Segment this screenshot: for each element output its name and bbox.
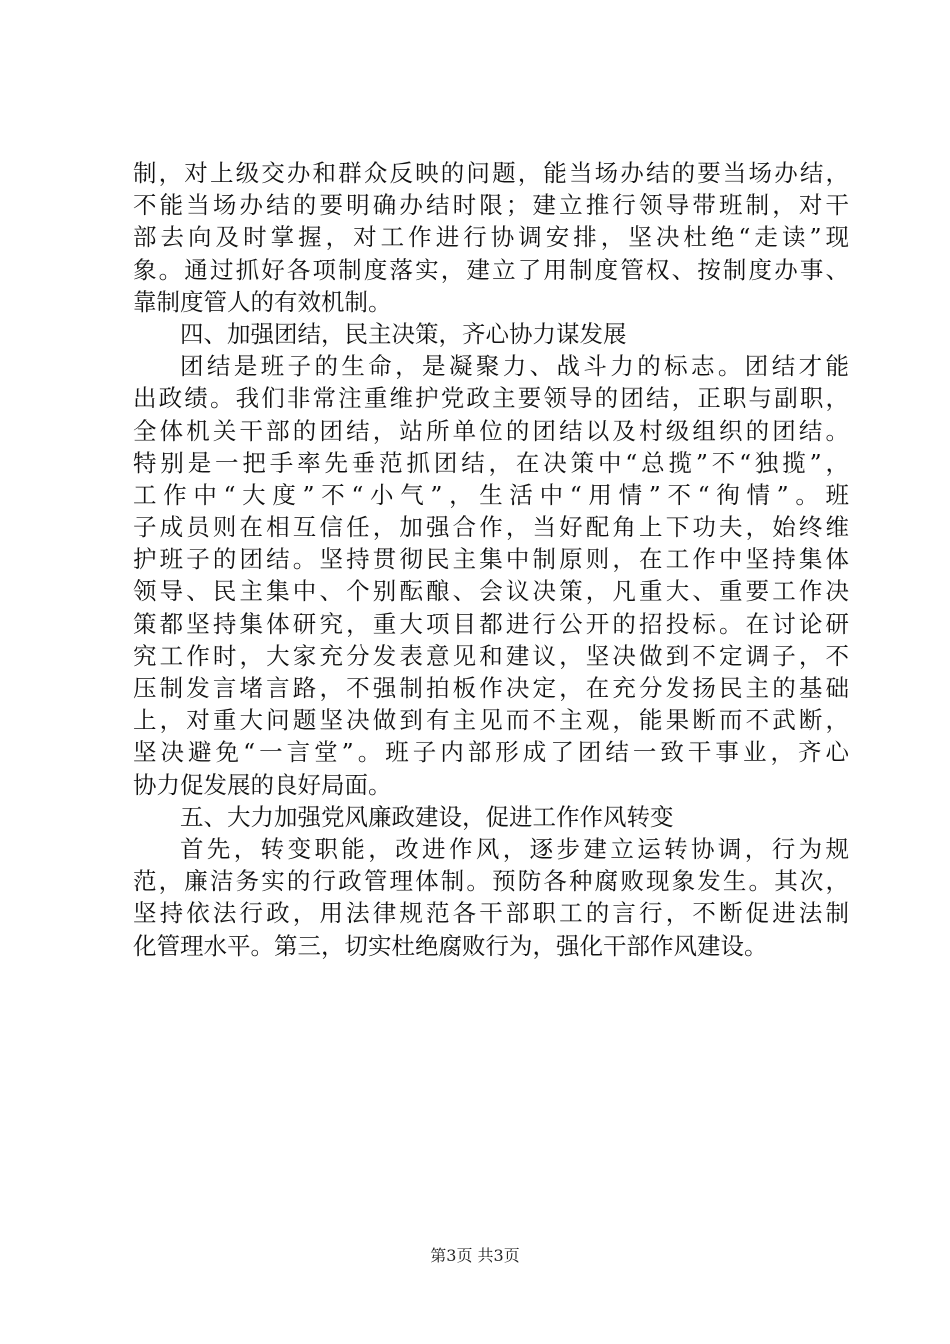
text-line: 压制发言堵言路，不强制拍板作决定，在充分发扬民主的基础 xyxy=(133,674,849,702)
text-line: 部去向及时掌握，对工作进行协调安排，坚决杜绝“走读”现 xyxy=(133,223,849,252)
paragraph xyxy=(133,157,849,318)
paragraph xyxy=(133,318,849,350)
text-line: 首先，转变职能，改进作风，逐步建立运转协调，行为规 xyxy=(180,834,849,863)
text-line: 工作中“大度”不“小气”，生活中“用情”不“徇情”。班 xyxy=(133,480,849,509)
text-line: 上，对重大问题坚决做到有主见而不主观，能果断而不武断， xyxy=(133,706,849,735)
text-line: 坚决避免“一言堂”。班子内部形成了团结一致干事业，齐心 xyxy=(133,738,849,767)
text-line: 领导、民主集中、个别酝酿、会议决策，凡重大、重要工作决 xyxy=(133,577,849,606)
text-line: 出政绩。我们非常注重维护党政主要领导的团结，正职与副职， xyxy=(133,384,849,413)
text-line: 子成员则在相互信任，加强合作，当好配角上下功夫，始终维 xyxy=(133,513,849,542)
text-line: 协力促发展的良好局面。 xyxy=(133,770,392,799)
paragraph xyxy=(133,801,849,833)
text-line: 护班子的团结。坚持贯彻民主集中制原则，在工作中坚持集体 xyxy=(133,545,849,574)
paragraph xyxy=(133,350,849,801)
text-line: 靠制度管人的有效机制。 xyxy=(133,287,392,316)
text-line: 不能当场办结的要明确办结时限；建立推行领导带班制，对干 xyxy=(133,191,849,220)
text-line: 特别是一把手率先垂范抓团结，在决策中“总揽”不“独揽”， xyxy=(133,448,849,477)
text-line: 范，廉洁务实的行政管理体制。预防各种腐败现象发生。其次， xyxy=(133,867,849,896)
text-line: 化管理水平。第三，切实杜绝腐败行为，强化干部作风建设。 xyxy=(133,931,768,960)
text-line: 策都坚持集体研究，重大项目都进行公开的招投标。在讨论研 xyxy=(133,609,849,638)
text-line: 团结是班子的生命，是凝聚力、战斗力的标志。团结才能 xyxy=(180,352,849,381)
paragraph xyxy=(133,833,849,962)
text-line: 坚持依法行政，用法律规范各干部职工的言行，不断促进法制 xyxy=(133,899,849,928)
text-line: 制，对上级交办和群众反映的问题，能当场办结的要当场办结， xyxy=(133,159,849,187)
text-line: 究工作时，大家充分发表意见和建议，坚决做到不定调子，不 xyxy=(133,641,849,670)
document-body xyxy=(133,157,849,962)
text-line: 象。通过抓好各项制度落实，建立了用制度管权、按制度办事、 xyxy=(133,255,849,284)
text-line: 五、大力加强党风廉政建设，促进工作作风转变 xyxy=(180,802,674,831)
text-line: 全体机关干部的团结，站所单位的团结以及村级组织的团结。 xyxy=(133,416,849,445)
page-footer: 第3页 共3页 xyxy=(430,1246,520,1265)
text-line: 四、加强团结，民主决策，齐心协力谋发展 xyxy=(180,319,627,348)
